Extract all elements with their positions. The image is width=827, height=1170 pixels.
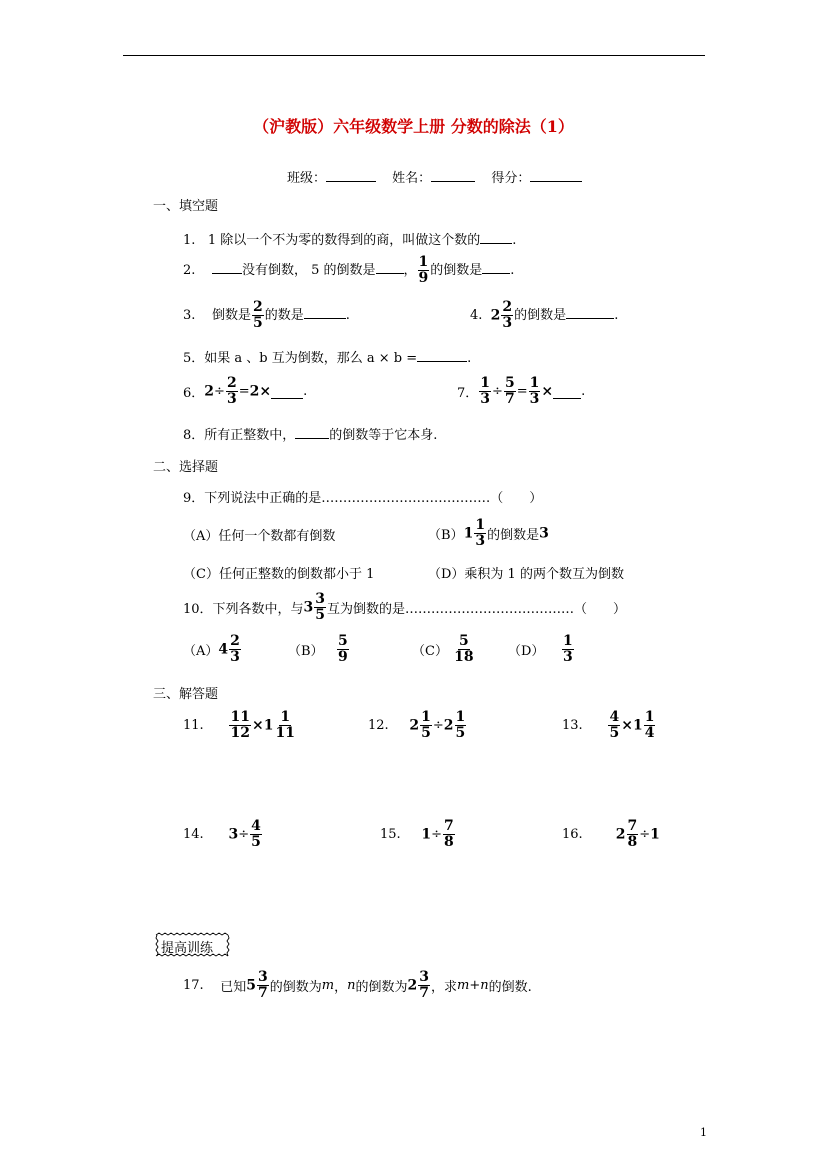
page-title: （沪教版）六年级数学上册 分数的除法（1） bbox=[253, 117, 574, 136]
q3-blank[interactable] bbox=[304, 305, 346, 319]
fraction: $\frac{5}{7}$ bbox=[504, 375, 515, 407]
q10-option-a[interactable]: （A）4 $\frac{2}{3}$ bbox=[183, 633, 240, 665]
fraction: $\frac{1}{4}$ bbox=[644, 709, 655, 741]
fraction: $\frac{3}{7}$ bbox=[257, 969, 268, 1001]
class-label: 班级： bbox=[287, 171, 327, 186]
fraction: $\frac{1}{11}$ bbox=[275, 709, 295, 741]
fraction: $\frac{2}{3}$ bbox=[230, 633, 240, 665]
fraction: $\frac{1}{5}$ bbox=[421, 709, 431, 741]
fraction: $\frac{3}{7}$ bbox=[419, 969, 429, 1001]
fraction: $\frac{1}{5}$ bbox=[455, 709, 466, 741]
q2-blank-2[interactable] bbox=[376, 260, 404, 274]
badge-label: 提高训练 bbox=[161, 941, 214, 956]
question-16: 16. 2 $\frac{7}{8}$ ÷1 bbox=[562, 818, 660, 850]
q5-blank[interactable] bbox=[417, 348, 467, 362]
q8-blank[interactable] bbox=[295, 425, 329, 439]
question-3: 3. 倒数是 $\frac{2}{5}$ 的数是 . bbox=[183, 299, 350, 331]
section-fill-blank: 一、填空题 bbox=[153, 199, 219, 214]
question-12: 12. 2 $\frac{1}{5}$ ÷2 $\frac{1}{5}$ bbox=[368, 709, 466, 741]
score-blank[interactable] bbox=[530, 168, 582, 182]
fraction: $\frac{1}{3}$ bbox=[562, 633, 573, 665]
section-multiple-choice: 二、选择题 bbox=[153, 460, 219, 475]
class-blank[interactable] bbox=[326, 168, 376, 182]
question-2: 2. 没有倒数， 5 的倒数是 ， $\frac{1}{9}$ 的倒数是 . bbox=[183, 254, 515, 286]
fraction: $\frac{1}{3}$ bbox=[480, 375, 491, 407]
question-10: 10．下列各数中，与3 $\frac{3}{5}$ 互为倒数的是…………………………………（ ） bbox=[183, 591, 627, 623]
question-8: 8．所有正整数中， 的倒数等于它本身. bbox=[183, 424, 437, 443]
header-rule bbox=[123, 55, 705, 56]
question-17: 17. 已知5 $\frac{3}{7}$ 的倒数为m，n的倒数为2 $\frac{3}{7}$ ，求m+n的倒数. bbox=[183, 969, 532, 1001]
student-info bbox=[287, 167, 582, 186]
section-problems: 三、解答题 bbox=[153, 687, 219, 702]
score-label: 得分： bbox=[491, 171, 531, 186]
question-1: 1. 1 除以一个不为零的数得到的商，叫做这个数的 . bbox=[183, 229, 516, 248]
question-4: 4. 2 $\frac{2}{3}$ 的倒数是 . bbox=[470, 299, 619, 331]
question-14: 14. 3÷ $\frac{4}{5}$ bbox=[183, 818, 261, 850]
q2-blank-3[interactable] bbox=[482, 260, 510, 274]
q10-option-b[interactable]: （B） $\frac{5}{9}$ bbox=[288, 633, 348, 665]
question-7: 7． $\frac{1}{3}$ ÷ $\frac{5}{7}$ = $\frac{1}{3}$ × . bbox=[457, 375, 586, 407]
question-9: 9．下列说法中正确的是…………………………………（ ） bbox=[183, 491, 543, 506]
fraction: $\frac{5}{9}$ bbox=[337, 633, 348, 665]
fraction: $\frac{7}{8}$ bbox=[444, 818, 454, 850]
q6-blank[interactable] bbox=[271, 385, 303, 399]
name-label: 姓名： bbox=[392, 171, 432, 186]
page-number: 1 bbox=[700, 1126, 707, 1139]
q9-option-a[interactable]: （A）任何一个数都有倒数 bbox=[183, 529, 336, 544]
q9-option-d[interactable]: （D）乘积为 1 的两个数互为倒数 bbox=[428, 567, 624, 582]
question-5: 5．如果 a 、b 互为倒数，那么 a × b = . bbox=[183, 347, 471, 366]
fraction: $\frac{2}{5}$ bbox=[252, 299, 263, 331]
fraction: $\frac{2}{3}$ bbox=[502, 299, 513, 331]
q10-option-d[interactable]: （D） $\frac{1}{3}$ bbox=[508, 633, 573, 665]
q2-blank-1[interactable] bbox=[212, 260, 242, 274]
q10-option-c[interactable]: （C） $\frac{5}{18}$ bbox=[412, 633, 474, 665]
name-blank[interactable] bbox=[431, 168, 475, 182]
fraction: $\frac{1}{3}$ bbox=[475, 517, 486, 549]
q9-option-c[interactable]: （C）任何正整数的倒数都小于 1 bbox=[183, 567, 375, 582]
fraction: $\frac{4}{5}$ bbox=[251, 818, 261, 850]
q7-blank[interactable] bbox=[553, 385, 581, 399]
fraction: $\frac{1}{9}$ bbox=[418, 254, 429, 286]
fraction: $\frac{1}{3}$ bbox=[529, 375, 540, 407]
q4-blank[interactable] bbox=[566, 305, 614, 319]
question-15: 15. 1÷ $\frac{7}{8}$ bbox=[380, 818, 454, 850]
fraction: $\frac{5}{18}$ bbox=[454, 633, 474, 665]
question-11: 11. $\frac{11}{12}$ ×1 $\frac{1}{11}$ bbox=[183, 709, 295, 741]
question-6: 6．2÷ $\frac{2}{3}$ =2× . bbox=[183, 375, 308, 407]
fraction: $\frac{2}{3}$ bbox=[226, 375, 237, 407]
fraction: $\frac{4}{5}$ bbox=[609, 709, 620, 741]
fraction: $\frac{7}{8}$ bbox=[627, 818, 638, 850]
q9-option-b[interactable]: （B）1 $\frac{1}{3}$ 的倒数是3 bbox=[428, 517, 549, 549]
question-13: 13. $\frac{4}{5}$ ×1 $\frac{1}{4}$ bbox=[562, 709, 655, 741]
q1-blank[interactable] bbox=[480, 230, 512, 244]
fraction: $\frac{3}{5}$ bbox=[315, 591, 326, 623]
fraction: $\frac{11}{12}$ bbox=[230, 709, 250, 741]
